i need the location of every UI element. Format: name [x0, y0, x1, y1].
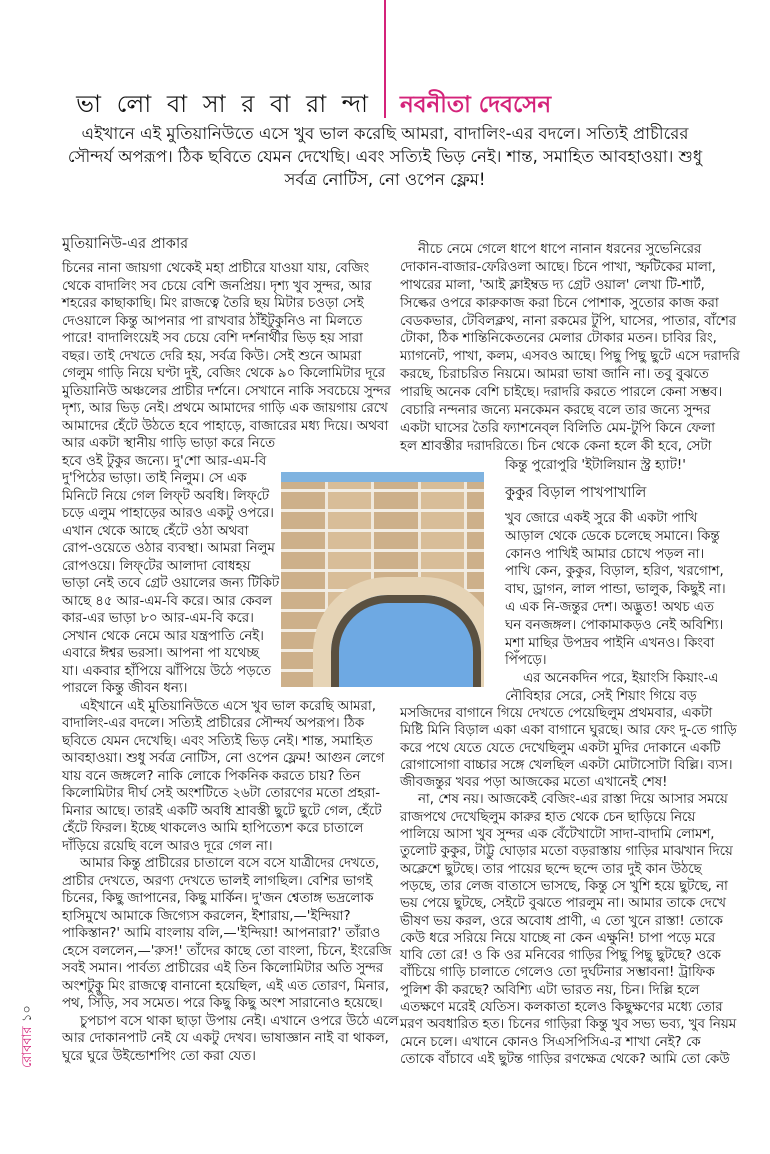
- text-line: ভীষণ ভয় করল, ওরে অবোধ প্রাণী, এ তো খুনে রাস্তা! তোকে: [400, 913, 723, 929]
- column-title: ভা লো বা সা র বা রা ন্দা: [76, 90, 372, 118]
- text-line: ভয় পেয়ে ছুটছে, সেইটে বুঝতে পারলুম না। আমার তাকে দেখে: [400, 896, 726, 912]
- text-line: আমাদের হেঁটে উঠতে হবে পাহাড়ে, বাজারের মধ্য দিয়ে। অথবা: [62, 418, 389, 434]
- right-column-text-top: [400, 241, 740, 456]
- text-line: বছর। তাই দেখতে দেরি হয়, সর্বত্র কিউ। সেই শুনে আমরা: [62, 348, 362, 364]
- text-line: এতক্ষণে মরেই যেতিস। কলকাতা হলেও কিছুক্ষণের মধ্যে তোর: [400, 1000, 723, 1016]
- text-line: অংশটুকু মিং রাজত্বে বানানো হয়েছিল, এই এত তোরণ, মিনার,: [62, 978, 390, 994]
- text-line: তুলোট কুকুর, টাট্টু ঘোড়ার মতো বড়রাস্তায় গাড়ির মাঝখান দিয়ে: [400, 844, 733, 860]
- brick-arch: [313, 577, 484, 687]
- text-line: খুব জোরে একই সুরে কী একটা পাখি: [505, 511, 698, 526]
- text-line: আবহাওয়া। শুধু সর্বত্র নোটিস, নো ওপেন ফ্লেম! আগুন লেগে: [62, 751, 385, 766]
- text-line: আর একটা স্থানীয় গাড়ি ভাড়া করে নিতে: [62, 436, 275, 451]
- text-line: ঘন বনজঙ্গল। পোকামাকড়ও নেই অবিশ্যি।: [505, 617, 724, 633]
- text-line: মশা মাছির উপদ্রব পাইনি এখনও। কিংবা: [505, 635, 715, 651]
- text-line: দাঁড়িয়ে রয়েছি বলে আরও দূরে গেল না।: [62, 838, 273, 854]
- magazine-name: রোববার: [20, 1026, 35, 1068]
- text-line: বেচারি নন্দনার জন্যে মনকেমন করছে বলে তার জন্যে সুন্দর: [400, 403, 711, 419]
- text-line: কোনও পাখিই আমার চোখে পড়ল না।: [505, 546, 705, 562]
- text-line: মসজিদের বাগানে গিয়ে দেখতে পেয়েছিলুম প্রথমবার, একটা: [400, 706, 713, 721]
- text-line: আছে ৪৫ আর-এম-বি করে। আর কেবল: [62, 593, 272, 609]
- text-line: করছে, চিরাচরিত নিয়মে। আমরা ভাষা জানি না। তবু বুঝতে: [400, 367, 709, 383]
- text-line: রাজপথে দেখেছিলুম কারুর হাত থেকে চেন ছাড়িয়ে নিয়ে: [400, 809, 696, 825]
- text-line: রোগাসোগা বাচ্চার সঙ্গে খেলছিল একটা মোটাসোটা বিল্লি। ব্যস।: [400, 757, 733, 773]
- text-line: পাকিস্তান?' আমি বাংলায় বলি,—'ইন্দিয়া! আপনারা?' তাঁরাও: [62, 926, 381, 941]
- text-line: অক্লেশে ছুটছে। তার পায়ের ছন্দে ছন্দে তার দুই কান উঠছে: [400, 861, 702, 877]
- text-line: কার-এর ভাড়া ৮০ আর-এম-বি করে।: [62, 611, 254, 626]
- text-line: হেঁটে ফিরল। ইচ্ছে থাকলেও আমি হাপিত্যেশ করে চাতালে: [62, 821, 364, 836]
- text-line: দেওয়ালে কিন্তু আপনার পা রাখবার ঠাঁইটুকুনিও না মিলতে: [62, 313, 363, 329]
- text-line: মিনিটে নিয়ে গেল লিফ্‌ট অবধি। লিফ্‌টে: [62, 488, 270, 504]
- text-line: চুপচাপ বসে থাকা ছাড়া উপায় নেই। এখানে ওপরে উঠে এলে: [80, 1013, 399, 1029]
- text-line: গেলুম গাড়ি নিয়ে ঘণ্টা দুই, বেজিং থেকে ৯০ কিলোমিটার দূরে: [62, 366, 386, 381]
- text-line: আর দোকানপাট নেই যে একটু দেখব। ভাষাজ্ঞান নাই বা থাকল,: [62, 1031, 389, 1046]
- text-line: এখান থেকে আছে হেঁটে ওঠা অথবা: [62, 523, 249, 539]
- text-line: হবে ওই টুকুর জন্যে। দু'শো আর-এম-বি: [62, 453, 267, 469]
- text-line: পথ, সিঁড়ি, সব সমেত। পরে কিছু কিছু অংশ সারানোও হয়েছে।: [62, 996, 383, 1011]
- page-number: ১০: [20, 1005, 35, 1022]
- text-line: এইখানে এই মুতিয়ানিউতে এসে খুব ভাল করেছি আমরা,: [80, 698, 376, 714]
- text-line: বাঘ, ড্রাগন, লাল পান্ডা, ভালুক, কিছুই না।: [505, 582, 726, 598]
- right-column-text-top-end: [505, 457, 686, 475]
- text-line: পড়ছে, তার লেজ বাতাসে ভাসছে, কিন্তু সে খুশি হয়ে ছুটছে, না: [400, 878, 728, 894]
- text-line: মুতিয়ানিউ অঞ্চলের প্রাচীর দর্শনে। সেখানে নাকি সবচেয়ে সুন্দর: [62, 383, 391, 399]
- text-line: নৌবিহার সেরে, সেই শিয়াং গিয়ে বড়: [505, 688, 697, 704]
- text-line: পাখি কেন, কুকুর, বিড়াল, হরিণ, খরগোশ,: [505, 564, 724, 580]
- text-line: জীবজন্তুর খবর পড়া আজকের মতো এখানেই শেষ!: [400, 775, 668, 791]
- text-line: তোকে বাঁচাবে এই ছুটন্ত গাড়ির রণক্ষেত্র থেকে? আমি তো কেউ: [400, 1051, 730, 1067]
- text-line: আড়াল থেকে ডেকে চলেছে সমানে। কিন্তু: [505, 528, 720, 544]
- text-line: পুলিশ কী করছে? অবিশ্যি এটা ভারত নয়, চিন। দিল্লি হলে: [400, 982, 700, 998]
- text-line: করে পথে যেতে যেতে দেখেছিলুম একটা মুদির দোকানে একটি: [400, 740, 721, 756]
- text-line: টোকা, ঠিক শান্তিনিকেতনের মেলার টোকার মতন। চাবির রিং,: [400, 331, 717, 347]
- section-heading-left: মুতিয়ানিউ-এর প্রাকার: [62, 236, 189, 252]
- text-line: যাবি তো রে! ও কি ওর মনিবের গাড়ির পিছু পিছু ছুটছে? ওকে: [400, 948, 721, 964]
- author-name: নবনীতা দেবসেন: [400, 92, 552, 118]
- text-line: মিষ্টি মিনি বিড়াল একা একা বাগানে ঘুরছে। আর ফেং দু-তে গাড়ি: [400, 723, 737, 739]
- text-line: দৃশ্য, আর ভিড় নেই। প্রথমে আমাদের গাড়ি এক জায়গায় রেখে: [62, 401, 388, 416]
- text-line: সেখান থেকে নেমে আর যন্ত্রপাতি নেই।: [62, 628, 264, 644]
- text-line: দু'পিঠের ভাড়া। তাই নিলুম। সে এক: [62, 471, 247, 486]
- text-line: সিল্কের ওপরে কারুকাজ করা চিনে পোশাক, সুতোর কাজ করা: [400, 295, 719, 311]
- text-line: মিনার আছে। তারই একটি অবধি শ্রাবস্তী ছুটে ছুটে গেল, হেঁটে: [62, 803, 382, 819]
- text-line: রোপওয়ে। লিফ্‌টের আলাদা বোধহয়: [62, 558, 251, 574]
- text-line: প্রাচীর দেখতে, অরণ্য দেখতে ভালই লাগছিল। বেশির ভাগই: [62, 873, 373, 889]
- text-line: পিঁপড়ে।: [505, 653, 547, 669]
- text-line: কিলোমিটার দীর্ঘ সেই অংশটিতে ২৬টা তোরণের মতো প্রহরা-: [62, 786, 381, 801]
- text-line: কেউ ধরে সরিয়ে নিয়ে যাচ্ছে না কেন এক্ষুনি! চাপা পড়ে মরে: [400, 930, 716, 946]
- section-heading-right: কুকুর বিড়াল পাখপাখালি: [505, 485, 647, 501]
- text-line: হাসিমুখে আমাকে জিগ্যেস করলেন, ইশারায়,—'ইন্দিয়া?: [62, 908, 351, 924]
- text-line: এর অনেকদিন পরে, ইয়াংসি কিয়াং-এ: [523, 671, 719, 687]
- text-line: চড়ে এলুম পাহাড়ের আরও একটু ওপরে।: [62, 506, 274, 521]
- text-line: থেকে বাদালিং সব চেয়ে বেশি জনপ্রিয়। দৃশ্য খুব সুন্দর, আর: [62, 278, 372, 294]
- right-column-text-bottom: [400, 705, 737, 1068]
- text-line: শহরের কাছাকাছি। মিং রাজত্বে তৈরি ছয় মিটার চওড়া সেই: [62, 296, 364, 311]
- text-line: দোকান-বাজার-ফেরিওলা আছে। চিনে পাখা, স্ফটিকের মালা,: [400, 259, 716, 275]
- text-line: সবই সমান। পার্বত্য প্রাচীরের এই তিন কিলোমিটার অতি সুন্দর: [62, 961, 384, 976]
- text-line: এবারে ঈশ্বর ভরসা। আপনা পা যথেচ্ছ: [62, 646, 259, 661]
- text-line: যায় বনে জঙ্গলে? নাকি লোকে পিকনিক করতে চায়? তিন: [62, 768, 361, 784]
- header-divider: [384, 0, 386, 118]
- text-line: পারছি অনেক বেশি চাইছে। দরাদরি করতে পারলে কেনা সম্ভব।: [400, 385, 723, 401]
- sky: [281, 472, 484, 482]
- text-line: কিন্তু পুরোপুরি 'ইটালিয়ান স্ট্র হ্যাট!': [505, 458, 686, 473]
- text-line: ঘুরে ঘুরে উইন্ডোশপিং তো করা যেত।: [62, 1048, 256, 1064]
- pull-quote: এইখানে এই মুতিয়ানিউতে এসে খুব ভাল করেছি আমরা, বাদালিং-এর বদলে। সত্যিই প্রাচীরের সৌন্দর্য অপরূপ। ঠিক ছবিতে যেমন দেখেছি। এবং সত্যিই ভিড় নেই। শান্ত, সমাহিত আবহাওয়া। শুধু সর্বত্র নোটিস, নো ওপেন ফ্লেম!: [67, 124, 703, 189]
- text-line: বেডকভার, টেবিলক্লথ, নানা রকমের টুপি, ঘাসের, পাতার, বাঁশের: [400, 313, 737, 329]
- text-line: চিনের নানা জায়গা থেকেই মহা প্রাচীরে যাওয়া যায়, বেজিং: [62, 261, 370, 276]
- text-line: ভাড়া নেই তবে গ্রেট ওয়ালের জন্য টিকিট: [62, 576, 280, 591]
- text-line: বাদালিং-এর বদলে। সত্যিই প্রাচীরের সৌন্দর্য অপরূপ। ঠিক: [62, 716, 365, 731]
- text-line: পাথরের মালা, 'আই ক্লাইম্বড দ্য গ্রেট ওয়াল' লেখা টি-শার্ট,: [400, 277, 705, 293]
- text-line: পালিয়ে আসা খুব সুন্দর এক বেঁটেখাটো সাদা-বাদামি লোমশ,: [400, 827, 715, 843]
- text-line: ছবিতে যেমন দেখেছি। এবং সত্যিই ভিড় নেই। শান্ত, সমাহিত: [62, 733, 373, 749]
- text-line: বাঁচিয়ে গাড়ি চালাতে গেলেও তো দুর্ঘটনার সম্ভাবনা! ট্রাফিক: [400, 965, 715, 981]
- text-line: চিনের, কিছু জাপানের, কিছু মার্কিন। দু'জন শ্বেতাঙ্গ ভদ্রলোক: [62, 891, 374, 906]
- text-line: পারে! বাদালিংয়েই সব চেয়ে বেশি দর্শনার্থীর ভিড় হয় সারা: [62, 331, 363, 346]
- right-column-text-narrow: [505, 510, 726, 706]
- text-line: রোপ-ওয়েতে ওঠার ব্যবস্থা। আমরা নিলুম: [62, 541, 275, 556]
- text-line: ম্যাগনেট, পাখা, কলম, এসবও আছে। পিছু পিছু ছুটে এসে দরাদরি: [400, 349, 740, 365]
- text-line: একটা ঘাসের তৈরি ফ্যাশনেব্‌ল বিলিতি মেম-টুপি কিনে ফেলা: [400, 420, 715, 436]
- text-line: না, শেষ নয়। আজকেই বেজিং-এর রাস্তা দিয়ে আসার সময়ে: [418, 792, 728, 808]
- text-line: এ এক নি-জন্তুর দেশ। অদ্ভুত! অথচ এত: [505, 599, 714, 615]
- text-line: নীচে নেমে গেলে ধাপে ধাপে নানান ধরনের সুভেনিরের: [418, 242, 702, 257]
- text-line: পারলে কিন্তু জীবন ধন্য।: [62, 681, 188, 696]
- text-line: যা। একবার হাঁপিয়ে ঝাঁপিয়ে উঠে পড়তে: [62, 663, 271, 679]
- text-line: মরণ অবধারিত হত। চিনের গাড়িরা কিন্তু খুব সভ্য ভব্য, খুব নিয়ম: [400, 1017, 737, 1033]
- text-line: হেসে বললেন,—'রুস!' তাঁদের কাছে তো বাংলা, চিনে, ইংরেজি: [62, 943, 392, 959]
- text-line: আমার কিন্তু প্রাচীরের চাতালে বসে বসে যাত্রীদের দেখতে,: [80, 856, 380, 871]
- text-line: হল শ্রাবস্তীর দরাদরিতে। চিন থেকে কেনা হলে কী হবে, সেটা: [400, 438, 712, 454]
- text-line: মেনে চলে। এখানে কোনও সিএসপিসিএ-র শাখা নেই? কে: [400, 1034, 701, 1050]
- great-wall-arch-photo: [281, 472, 484, 687]
